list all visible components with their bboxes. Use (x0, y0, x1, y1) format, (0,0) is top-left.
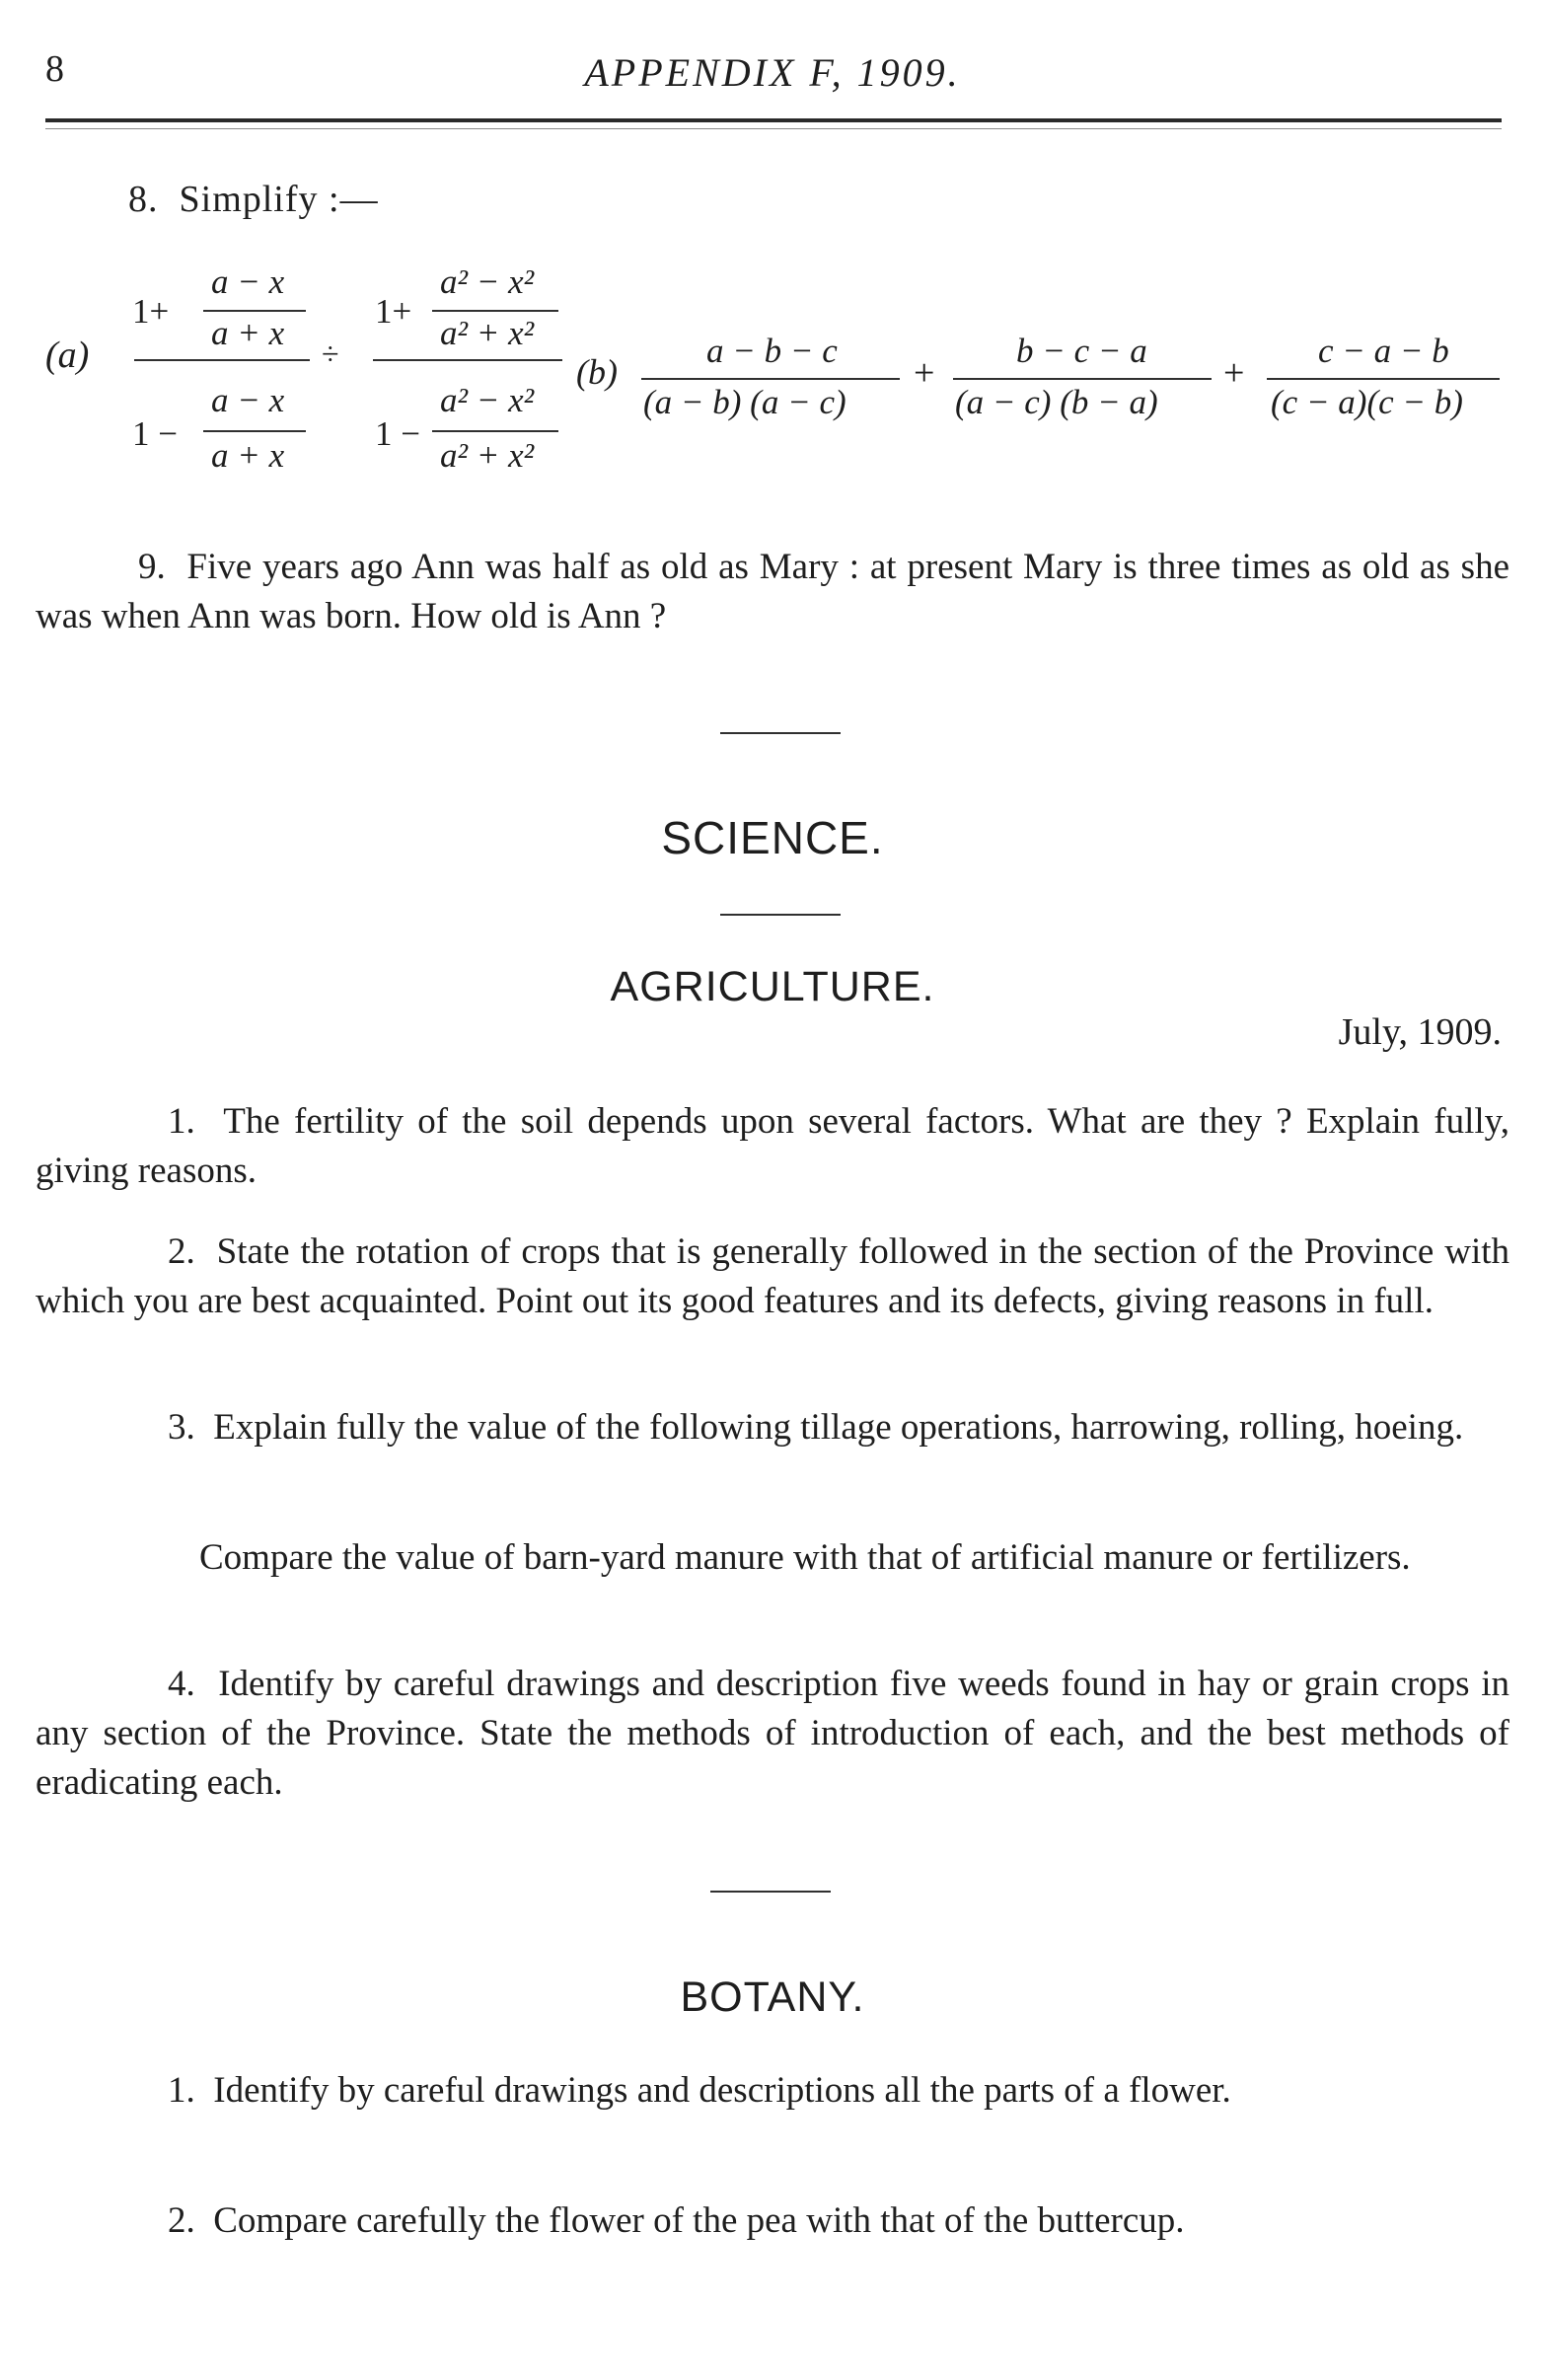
one-plus: 1+ (132, 292, 170, 331)
question-9 (36, 543, 1509, 641)
question-text: The fertility of the soil depends upon several factors. What are they ? Explain fully, giving reasons. (36, 1101, 1509, 1191)
botany-question (36, 2066, 1509, 2116)
fraction-denominator: a² + x² (440, 436, 535, 475)
running-head: APPENDIX F, 1909. (584, 50, 961, 95)
agriculture-question (36, 1403, 1509, 1452)
question-number: 8. (128, 179, 159, 220)
question-number: 2. (168, 2200, 195, 2241)
question-text: Explain fully the value of the following tillage operations, harrowing, rolling, hoeing. (213, 1407, 1464, 1448)
fraction-numerator: a − x (211, 381, 285, 419)
page-number: 8 (45, 48, 64, 90)
fraction-denominator: (a − c) (b − a) (955, 383, 1158, 421)
fraction-numerator: a² − x² (440, 381, 535, 419)
question-text: Identify by careful drawings and descriptions all the parts of a flower. (213, 2070, 1231, 2111)
fraction-numerator: a − x (211, 262, 285, 301)
question-number: 1. (168, 1101, 195, 1142)
fraction-bar (373, 359, 562, 361)
agriculture-question (36, 1227, 1509, 1326)
fraction-denominator: a + x (211, 436, 285, 475)
plus-sign: + (914, 352, 935, 394)
fraction-bar (432, 430, 558, 432)
divide-sign: ÷ (322, 335, 339, 371)
fraction-numerator: a² − x² (440, 262, 535, 301)
one-minus: 1 − (132, 414, 178, 453)
agriculture-question (36, 1660, 1509, 1808)
header-rule (45, 118, 1502, 122)
section-divider (720, 732, 841, 734)
fraction-numerator: a − b − c (706, 332, 838, 370)
question-text: Simplify :— (179, 179, 379, 220)
plus-sign: + (1223, 352, 1245, 394)
question-number: 2. (168, 1231, 195, 1272)
header-rule-thin (45, 128, 1502, 129)
fraction-bar (432, 310, 558, 312)
fraction-denominator: (c − a)(c − b) (1271, 383, 1463, 421)
question-number: 3. (168, 1407, 195, 1448)
agriculture-heading: AGRICULTURE. (610, 963, 935, 1010)
fraction-numerator: c − a − b (1318, 332, 1449, 370)
part-b-label: (b) (576, 352, 618, 392)
fraction-bar (641, 378, 900, 380)
section-divider (720, 914, 841, 916)
fraction-bar (203, 310, 306, 312)
one-minus: 1 − (375, 414, 420, 453)
question-number: 4. (168, 1664, 195, 1704)
agriculture-question (36, 1533, 1509, 1583)
question-text: Compare carefully the flower of the pea with that of the buttercup. (213, 2200, 1185, 2241)
question-text: Compare the value of barn-yard manure with that of artificial manure or fertilizers. (199, 1537, 1411, 1578)
fraction-bar (203, 430, 306, 432)
botany-heading: BOTANY. (680, 1973, 865, 2021)
question-text: State the rotation of crops that is generally followed in the section of the Province with which you are best acquainted. Point out its good features and its defects, giving reasons in full. (36, 1231, 1510, 1321)
fraction-bar (134, 359, 310, 361)
botany-question (36, 2196, 1509, 2246)
question-text: Five years ago Ann was half as old as Mary : at present Mary is three times as old as she was when Ann was born. How old is Ann ? (36, 547, 1509, 636)
part-a-label: (a) (45, 335, 90, 376)
one-plus: 1+ (375, 292, 412, 331)
section-divider (710, 1891, 831, 1893)
fraction-denominator: a + x (211, 314, 285, 352)
agriculture-question (36, 1097, 1509, 1196)
exam-date: July, 1909. (1338, 1011, 1502, 1053)
fraction-denominator: a² + x² (440, 314, 535, 352)
science-heading: SCIENCE. (661, 812, 884, 863)
fraction-bar (1267, 378, 1500, 380)
fraction-denominator: (a − b) (a − c) (643, 383, 846, 421)
question-number: 1. (168, 2070, 195, 2111)
fraction-numerator: b − c − a (1016, 332, 1147, 370)
question-number: 9. (138, 547, 166, 587)
fraction-bar (953, 378, 1212, 380)
question-8 (128, 178, 379, 221)
question-text: Identify by careful drawings and description five weeds found in hay or grain crops in any section of the Province. State the methods of introduction of each, and the best methods of eradicating each. (36, 1664, 1510, 1803)
